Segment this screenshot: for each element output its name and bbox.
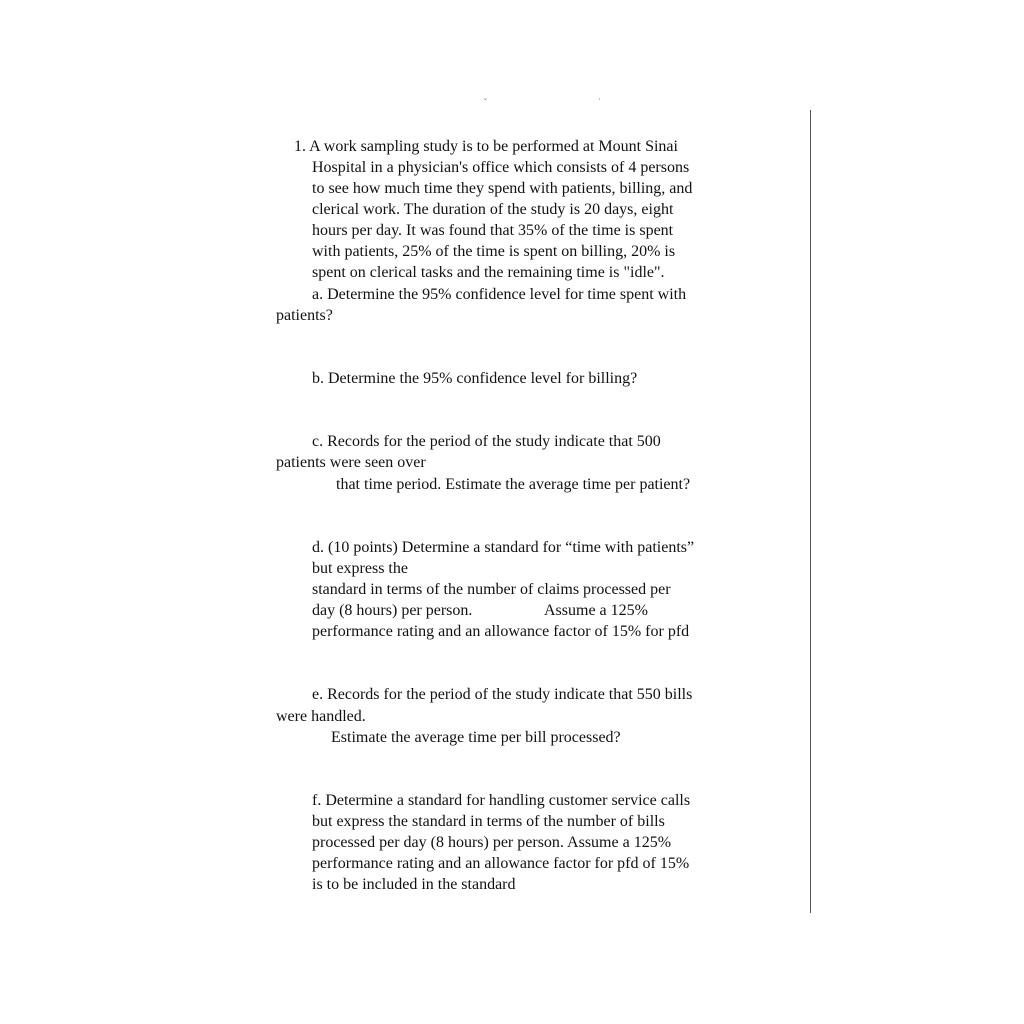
part-d-line: day (8 hours) per person. <box>312 602 473 619</box>
part-a-line: patients? <box>276 307 333 324</box>
part-a-line: a. Determine the 95% confidence level for time spent with <box>312 286 687 303</box>
part-e-line: Estimate the average time per bill processed? <box>331 729 621 746</box>
question-intro-line: to see how much time they spend with patients, billing, and <box>312 180 693 197</box>
part-f-line: but express the standard in terms of the number of bills <box>312 813 665 830</box>
part-c-line: c. Records for the period of the study indicate that 500 <box>312 433 661 450</box>
part-d-line: standard in terms of the number of claims processed per <box>312 581 671 598</box>
part-f-line: is to be included in the standard <box>312 876 516 893</box>
part-b-line: b. Determine the 95% confidence level for billing? <box>312 370 638 387</box>
part-e-line: e. Records for the period of the study indicate that 550 bills <box>312 686 693 703</box>
part-e-line: were handled. <box>276 708 366 725</box>
part-d-line: performance rating and an allowance factor of 15% for pfd <box>312 623 690 640</box>
part-f-line: processed per day (8 hours) per person. Assume a 125% <box>312 834 672 851</box>
part-d-line: Assume a 125% <box>544 602 648 619</box>
question-intro-line: with patients, 25% of the time is spent on billing, 20% is <box>312 243 676 260</box>
question-intro-line: hours per day. It was found that 35% of the time is spent <box>312 222 674 239</box>
question-intro-line: clerical work. The duration of the study is 20 days, eight <box>312 201 674 218</box>
question-intro-line: Hospital in a physician's office which consists of 4 persons <box>312 159 690 176</box>
part-f-line: performance rating and an allowance factor for pfd of 15% <box>312 855 690 872</box>
part-d-line: but express the <box>312 560 408 577</box>
part-c-line: that time period. Estimate the average time per patient? <box>336 476 691 493</box>
part-c-line: patients were seen over <box>276 454 426 471</box>
scan-artifact-mark: ˘ <box>484 97 487 106</box>
part-d-line: d. (10 points) Determine a standard for “time with patients” <box>312 539 695 556</box>
scan-artifact-mark: ˈ <box>598 97 601 106</box>
question-intro-line: 1. A work sampling study is to be performed at Mount Sinai <box>294 138 678 155</box>
margin-rule <box>810 110 811 913</box>
question-intro-line: spent on clerical tasks and the remaining time is "idle". <box>312 264 665 281</box>
part-f-line: f. Determine a standard for handling customer service calls <box>312 792 691 809</box>
